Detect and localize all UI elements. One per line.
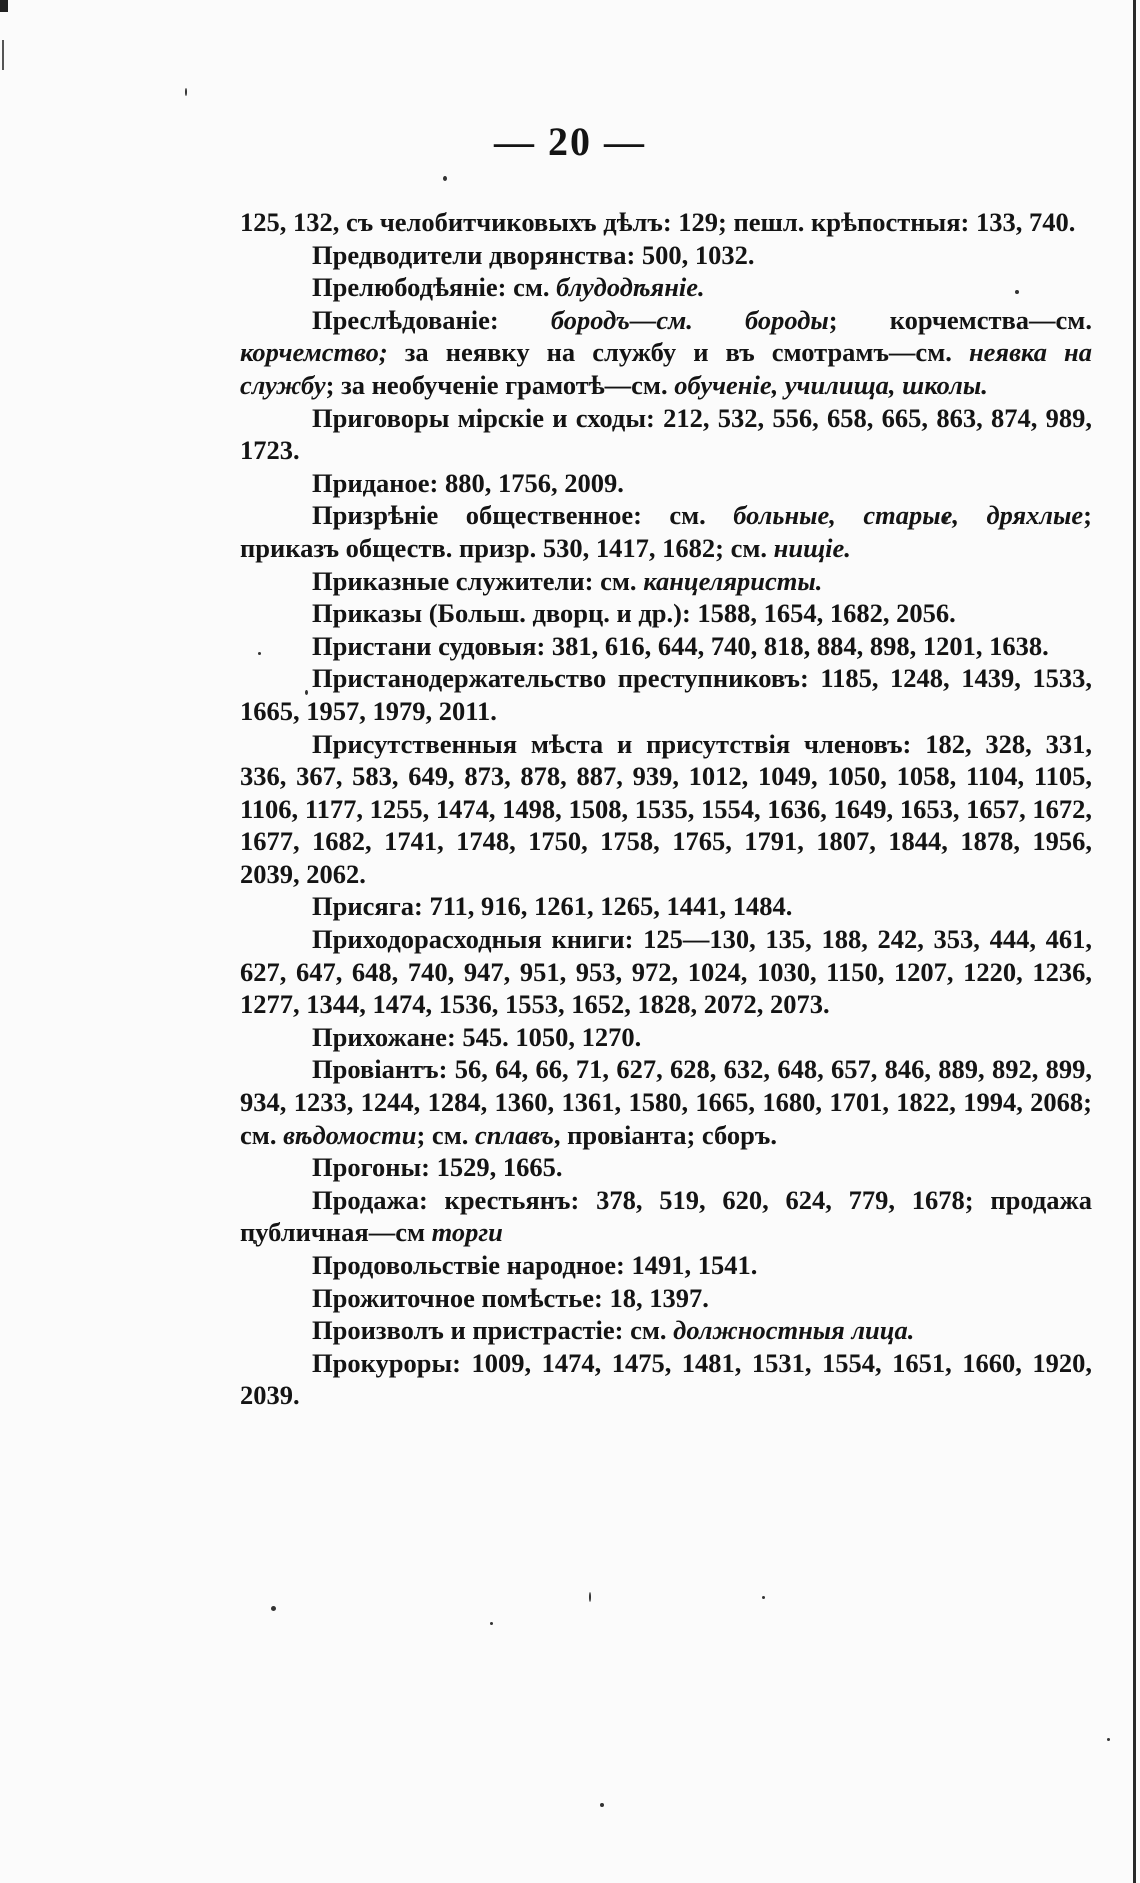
index-entry [240,239,1092,272]
entry-text: ; приказъ обществ. призр. 530, 1417, 1682; см. [240,500,1092,563]
ink-speck [589,1592,591,1602]
index-entry [240,1021,1092,1054]
cross-reference-text: блудодѣяніе. [556,272,705,303]
cross-reference-text: нищіе. [773,532,851,563]
ink-speck [762,1596,765,1599]
entry-text: Присяга: 711, 916, 1261, 1265, 1441, 1484. [312,891,793,922]
entry-text: Приказы (Больш. дворц. и др.): 1588, 1654, 1682, 2056. [312,598,956,629]
entry-text: Продовольствіе народное: 1491, 1541. [312,1250,758,1280]
index-entry [240,1151,1092,1184]
cross-reference-text: неявка на службу [240,337,1092,400]
entry-text: Продажа: крестьянъ: 378, 519, 620, 624, 779, 1678; продажа публичная—см [240,1184,1092,1248]
index-entry [240,728,1092,891]
entry-text: ; за необученіе грамотѣ—см. [325,369,675,400]
left-edge-mark [2,40,4,70]
entry-text: Прокуроры: 1009, 1474, 1475, 1481, 1531, 1554, 1651, 1660, 1920, 2039. [240,1347,1092,1411]
entry-text: Прожиточное помѣстье: 18, 1397. [312,1282,709,1313]
entry-text: Приказные служители: см. [312,565,644,596]
ink-speck [1107,1738,1110,1741]
index-entry [240,1314,1092,1347]
index-entry [240,923,1092,1021]
entry-text: Присутственныя мѣста и присутствія членовъ: 182, 328, 331, 336, 367, 583, 649, 873, 878, 887, 939, 1012, 1049, 1050, 1058, 1104, 1105, 1106, 1177, 1255, 1474, 1498, 1508, 1535, 1554, 1636, 1649, 1653, 1657, 1672, 1677, 1682, 1741, 1748, 1750, 1758, 1765, 1791, 1807, 1844, 1878, 1956, 2039, 2062. [240,728,1092,889]
entry-text: Прихожане: 545. 1050, 1270. [312,1021,642,1052]
entry-text: Провіантъ: 56, 64, 66, 71, 627, 628, 632, 648, 657, 846, 889, 892, 899, 934, 1233, 1244, 1284, 1360, 1361, 1580, 1665, 1680, 1701, 1822, 1994, 2068; см. [240,1054,1092,1150]
index-entry [240,499,1092,564]
index-entry [240,630,1092,663]
index-entry [240,1053,1092,1151]
cross-reference-text: обученіе, училища, школы. [674,369,988,400]
index-entry [240,304,1092,402]
cross-reference-text: больные, старые, дряхлые [733,500,1084,531]
index-entry [240,206,1092,239]
cross-reference-text: бородъ—см. бороды [550,304,829,335]
cross-reference-text: канцеляристы. [643,565,823,596]
index-entry [240,890,1092,923]
entry-text: Произволъ и пристрастіе: см. [312,1315,674,1346]
entry-text: ; см. [416,1119,475,1150]
entry-text: за неявку на службу и въ смотрамъ—см. [387,337,969,368]
ink-speck [490,1622,493,1625]
index-entry [240,1249,1092,1282]
cross-reference-text: корчемство; [240,337,388,368]
index-text-block [240,206,1092,1412]
cross-reference-text: торги [431,1217,503,1248]
entry-text: , провіанта; сборъ. [553,1119,777,1150]
index-entry [240,597,1092,630]
index-entry [240,1184,1092,1249]
ink-speck [443,176,447,181]
ink-speck [600,1803,604,1807]
entry-text: Приходорасходныя книги: 125—130, 135, 188, 242, 353, 444, 461, 627, 647, 648, 740, 947, 951, 953, 972, 1024, 1030, 1150, 1207, 1220, 1236, 1277, 1344, 1474, 1536, 1553, 1652, 1828, 2072, 2073. [240,924,1092,1020]
cross-reference-text: должностныя лица. [673,1315,915,1346]
index-entry [240,402,1092,467]
index-entry [240,467,1092,500]
index-entry [240,662,1092,727]
index-entry [240,271,1092,304]
entry-text: Предводители дворянства: 500, 1032. [312,239,755,270]
entry-text: Пристани судовыя: 381, 616, 644, 740, 818, 884, 898, 1201, 1638. [312,630,1049,661]
cross-reference-text: вѣдомости [283,1119,417,1150]
ink-speck [185,88,187,96]
entry-text: Преслѣдованіе: [312,304,551,335]
entry-text: Призрѣніе общественное: см. [312,500,734,531]
entry-text: 125, 132, съ челобитчиковыхъ дѣлъ: 129; пешл. крѣпостныя: 133, 740. [240,207,1076,237]
entry-text: Приговоры мірскіе и сходы: 212, 532, 556, 658, 665, 863, 874, 989, 1723. [240,402,1092,466]
index-entry [240,1282,1092,1315]
corner-ink-mark [0,0,8,12]
page-number: — 20 — [494,119,646,164]
index-entry [240,1347,1092,1412]
entry-text: Пристанодержательство преступниковъ: 1185, 1248, 1439, 1533, 1665, 1957, 1979, 2011. [240,663,1092,726]
entry-text: Прелюбодѣяніе: см. [312,272,557,303]
cross-reference-text: сплавъ [475,1119,554,1150]
page-edge-line [1133,0,1136,1883]
entry-text: ; корчемства—см. [828,304,1092,335]
ink-speck [271,1606,276,1611]
entry-text: Приданое: 880, 1756, 2009. [312,467,624,498]
entry-text: Прогоны: 1529, 1665. [312,1152,563,1183]
index-entry [240,565,1092,598]
